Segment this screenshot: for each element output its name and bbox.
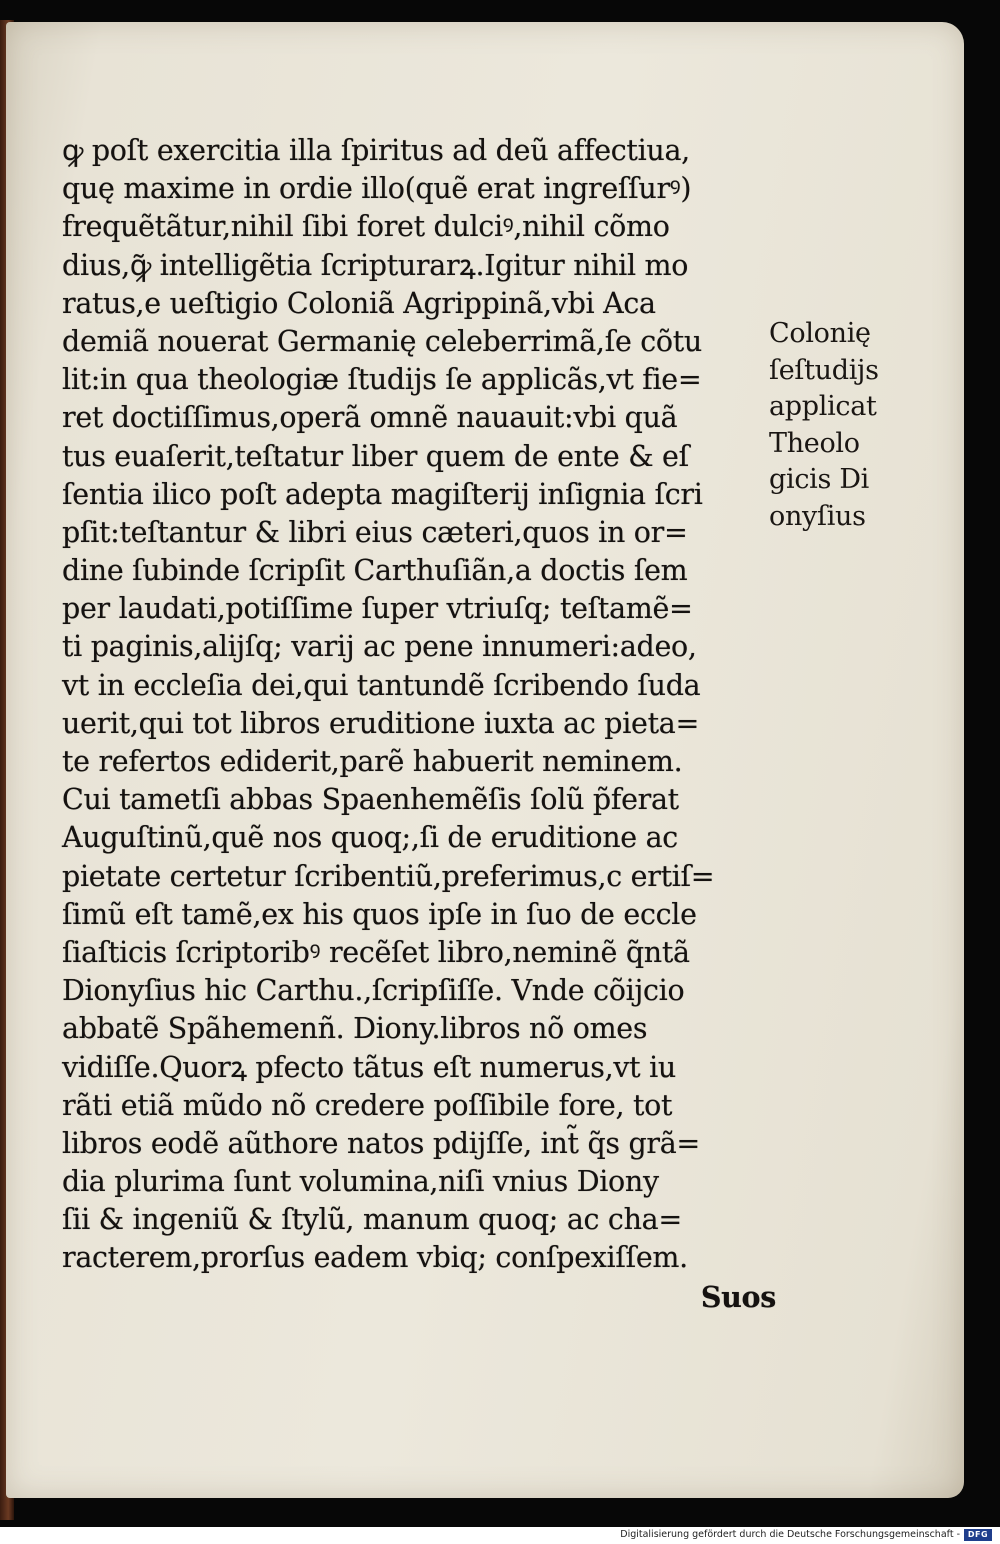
- catchword: Suos: [700, 1279, 776, 1314]
- marginal-note-line: gicis Di: [769, 464, 869, 495]
- text-line: ret doctiſſimus,operã omnẽ nauauit:vbi quã: [62, 401, 678, 435]
- text-line: tus euaſerit,teſtatur liber quem de ente & eſ: [62, 439, 689, 473]
- text-line: pſit:teſtantur & libri eius cæteri,quos in or=: [62, 515, 688, 549]
- text-line: ſimũ eſt tamẽ,ex his quos ipſe in ſuo de eccle: [62, 897, 697, 931]
- text-line: ſii & ingeniũ & ſtylũ, manum quoq; ac cha=: [62, 1203, 682, 1237]
- dfg-logo: DFG: [964, 1529, 992, 1541]
- book-page: [6, 22, 964, 1498]
- text-line: quę maxime in ordie illo(quẽ erat ingreſſurꝰ): [62, 172, 692, 206]
- marginal-note-line: Theolo: [769, 427, 860, 459]
- text-line: racterem,prorſus eadem vbiq; conſpexiſſem.: [62, 1241, 688, 1275]
- main-text-block: [62, 132, 782, 1316]
- text-line: frequẽtãtur,nihil ſibi foret dulciꝰ,nihil cõmo: [62, 210, 670, 244]
- text-line: libros eodẽ aũthore natos pdijſſe, int̃ q̃s grã=: [62, 1126, 701, 1160]
- marginal-note-line: onyſius: [769, 500, 866, 532]
- text-line: demiã nouerat Germanię celeberrimã,ſe cõtu: [62, 324, 702, 358]
- text-line: dine ſubinde ſcripſit Carthuſiãn,a doctis ſem: [62, 554, 688, 588]
- marginal-note-line: Colonię: [769, 318, 871, 349]
- text-line: abbatẽ Spãhemenñ. Diony.libros nõ omes: [62, 1012, 648, 1046]
- marginal-note: [769, 316, 919, 535]
- text-line: lit:in qua theologiæ ſtudijs ſe applicãs,vt fie=: [62, 363, 702, 397]
- text-line: ꝙ poſt exercitia illa ſpiritus ad deũ affectiua,: [62, 134, 690, 167]
- marginal-note-line: applicat: [769, 391, 877, 422]
- text-line: ratus,e ueſtigio Coloniã Agrippinã,vbi Aca: [62, 286, 656, 320]
- text-line: uerit,qui tot libros eruditione iuxta ac pieta=: [62, 706, 700, 740]
- marginal-note-line: ſeſtudijs: [769, 354, 879, 386]
- text-line: Auguſtinũ,quẽ nos quoq;,ſi de eruditione ac: [62, 821, 678, 855]
- text-line: te refertos ediderit,parẽ habuerit neminem.: [62, 745, 683, 778]
- text-line: pietate certetur ſcribentiũ,preferimus,c ertiſ=: [62, 859, 715, 893]
- text-line: Dionyſius hic Carthu.,ſcripſiſſe. Vnde cõijcio: [62, 974, 685, 1008]
- text-line: ti paginis,alijſq; varij ac pene innumeri:adeo,: [62, 630, 697, 664]
- text-line: vt in eccleſia dei,qui tantundẽ ſcribendo ſuda: [62, 668, 701, 702]
- text-line: vidiſſe.Quorꝝ pfecto tãtus eſt numerus,vt iu: [62, 1050, 676, 1084]
- text-line: per laudati,potiſſime ſuper vtriuſq; teſtamẽ=: [62, 592, 693, 626]
- text-line: dius,ꝙ̃ intelligẽtia ſcripturarꝝ.Igitur nihil mo: [62, 248, 689, 282]
- text-line: ſiaſticis ſcriptoribꝰ recẽſet libro,neminẽ q̃ntã: [62, 935, 690, 969]
- text-line: dia plurima ſunt volumina,niſi vnius Diony: [62, 1165, 659, 1199]
- funding-credit: Digitalisierung gefördert durch die Deutsche Forschungsgemeinschaft -: [620, 1529, 960, 1540]
- text-line: Cui tametſi abbas Spaenhemẽſis ſolũ p̃ferat: [62, 783, 679, 817]
- text-line: ſentia ilico poſt adepta magiſterij inſignia ſcri: [62, 477, 703, 511]
- text-line: rãti etiã mũdo nõ credere poſſibile fore, tot: [62, 1088, 673, 1122]
- digitization-footer: [0, 1527, 1000, 1544]
